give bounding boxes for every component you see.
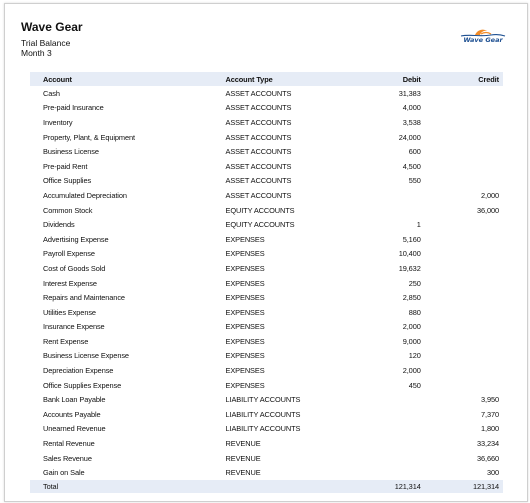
cell-debit <box>356 465 421 480</box>
cell-account-type: EXPENSES <box>225 249 265 259</box>
cell-credit: 2,000 <box>481 190 499 200</box>
cell-account-type: EXPENSES <box>225 307 265 317</box>
cell-credit: 7,370 <box>481 409 499 419</box>
table-row <box>30 349 503 364</box>
cell-credit <box>421 247 503 262</box>
col-header-credit: Credit <box>421 72 503 86</box>
table-row <box>30 465 503 480</box>
cell-account: Interest Expense <box>43 278 97 288</box>
cell-account-type: LIABILITY ACCOUNTS <box>225 424 301 434</box>
cell-credit <box>421 159 503 174</box>
table-row <box>30 363 503 378</box>
cell-account: Rental Revenue <box>43 439 95 449</box>
table-row <box>30 247 503 262</box>
cell-credit <box>421 349 503 364</box>
table-row <box>30 305 503 320</box>
table-row <box>30 276 503 291</box>
table-row <box>30 320 503 335</box>
total-credit: 121,314 <box>421 480 503 493</box>
table-row <box>30 451 503 466</box>
cell-credit <box>421 86 503 101</box>
report-title: Trial Balance <box>21 38 71 48</box>
cell-account: Payroll Expense <box>43 249 95 259</box>
cell-account: Bank Loan Payable <box>43 395 106 405</box>
table-row <box>30 436 503 451</box>
cell-account: Accounts Payable <box>43 409 101 419</box>
table-row <box>30 115 503 130</box>
cell-account: Property, Plant, & Equipment <box>43 132 135 142</box>
cell-account: Unearned Revenue <box>43 424 106 434</box>
cell-account-type: ASSET ACCOUNTS <box>225 147 292 157</box>
table-row <box>30 144 503 159</box>
cell-account: Pre-paid Rent <box>43 161 88 171</box>
cell-account-type: ASSET ACCOUNTS <box>225 117 292 127</box>
cell-debit: 450 <box>408 380 421 390</box>
report-page <box>4 3 528 502</box>
cell-credit <box>421 232 503 247</box>
cell-debit: 10,400 <box>398 249 421 259</box>
cell-credit <box>421 217 503 232</box>
cell-account-type: EXPENSES <box>225 322 265 332</box>
col-header-debit: Debit <box>356 72 421 86</box>
cell-debit: 5,160 <box>402 234 421 244</box>
cell-account: Utilities Expense <box>43 307 96 317</box>
cell-debit: 2,000 <box>402 366 421 376</box>
cell-debit: 600 <box>408 147 421 157</box>
table-header-row <box>30 72 503 86</box>
table-row <box>30 392 503 407</box>
cell-account: Accumulated Depreciation <box>43 190 127 200</box>
table-row <box>30 203 503 218</box>
cell-credit <box>421 378 503 393</box>
table-row <box>30 101 503 116</box>
wave-gear-logo <box>457 26 509 46</box>
cell-credit: 36,000 <box>476 205 499 215</box>
col-header-account: Account <box>30 72 226 86</box>
cell-account-type: LIABILITY ACCOUNTS <box>225 409 301 419</box>
cell-credit <box>421 305 503 320</box>
cell-account-type: EQUITY ACCOUNTS <box>225 205 295 215</box>
cell-credit <box>421 144 503 159</box>
cell-debit <box>356 422 421 437</box>
cell-account: Sales Revenue <box>43 453 92 463</box>
cell-account-type: EXPENSES <box>225 366 265 376</box>
cell-credit <box>421 334 503 349</box>
table-row <box>30 232 503 247</box>
cell-debit: 31,383 <box>398 88 421 98</box>
report-period: Month 3 <box>21 48 52 58</box>
col-header-account-type: Account Type <box>226 72 356 86</box>
cell-account-type: EXPENSES <box>225 293 265 303</box>
table-row <box>30 378 503 393</box>
cell-credit <box>421 290 503 305</box>
total-debit: 121,314 <box>356 480 421 493</box>
cell-account: Insurance Expense <box>43 322 105 332</box>
trial-balance-table <box>30 72 503 493</box>
cell-account-type: EXPENSES <box>225 263 265 273</box>
cell-credit <box>421 115 503 130</box>
cell-account: Cost of Goods Sold <box>43 263 106 273</box>
cell-credit: 3,950 <box>481 395 499 405</box>
cell-debit <box>356 392 421 407</box>
cell-account: Dividends <box>43 220 75 230</box>
cell-account-type: EXPENSES <box>225 234 265 244</box>
cell-debit: 1 <box>416 220 421 230</box>
cell-debit: 2,000 <box>402 322 421 332</box>
cell-account: Gain on Sale <box>43 468 85 478</box>
table-row <box>30 261 503 276</box>
cell-account: Repairs and Maintenance <box>43 293 125 303</box>
table-row <box>30 86 503 101</box>
cell-debit: 4,500 <box>402 161 421 171</box>
cell-credit: 33,234 <box>476 439 499 449</box>
table-row <box>30 159 503 174</box>
cell-account: Common Stock <box>43 205 93 215</box>
cell-account-type: EXPENSES <box>225 380 265 390</box>
cell-account-type: REVENUE <box>225 439 261 449</box>
cell-account-type: EXPENSES <box>225 336 265 346</box>
cell-debit <box>356 203 421 218</box>
cell-credit: 36,660 <box>476 453 499 463</box>
logo-text: Wave Gear <box>463 36 503 44</box>
cell-credit <box>421 101 503 116</box>
cell-debit <box>356 188 421 203</box>
report-heading <box>21 38 70 58</box>
cell-debit: 2,850 <box>402 293 421 303</box>
cell-debit <box>356 407 421 422</box>
cell-debit: 250 <box>408 278 421 288</box>
cell-account: Business License Expense <box>43 351 129 361</box>
cell-account: Rent Expense <box>43 336 89 346</box>
cell-account: Business License <box>43 147 99 157</box>
total-type-cell <box>226 480 356 493</box>
cell-debit <box>356 436 421 451</box>
cell-debit: 24,000 <box>398 132 421 142</box>
cell-credit <box>421 174 503 189</box>
cell-debit <box>356 451 421 466</box>
cell-account: Advertising Expense <box>43 234 109 244</box>
table-row <box>30 334 503 349</box>
cell-account: Office Supplies Expense <box>43 380 122 390</box>
cell-account-type: EXPENSES <box>225 278 265 288</box>
cell-account-type: LIABILITY ACCOUNTS <box>225 395 301 405</box>
cell-account-type: ASSET ACCOUNTS <box>225 161 292 171</box>
cell-credit <box>421 261 503 276</box>
table-row <box>30 422 503 437</box>
table-row <box>30 407 503 422</box>
cell-debit: 19,632 <box>398 263 421 273</box>
cell-account-type: EQUITY ACCOUNTS <box>225 220 295 230</box>
cell-debit: 880 <box>408 307 421 317</box>
total-row <box>30 480 503 493</box>
cell-credit: 300 <box>486 468 499 478</box>
cell-credit: 1,800 <box>481 424 499 434</box>
cell-account-type: ASSET ACCOUNTS <box>225 190 292 200</box>
cell-account: Office Supplies <box>43 176 92 186</box>
cell-account: Depreciation Expense <box>43 366 114 376</box>
cell-debit: 3,538 <box>402 117 421 127</box>
cell-debit: 9,000 <box>402 336 421 346</box>
cell-debit: 4,000 <box>402 103 421 113</box>
cell-credit <box>421 276 503 291</box>
total-label: Total <box>30 480 226 493</box>
table-row <box>30 130 503 145</box>
cell-credit <box>421 130 503 145</box>
cell-credit <box>421 320 503 335</box>
cell-account: Cash <box>43 88 60 98</box>
table-row <box>30 217 503 232</box>
cell-debit: 550 <box>408 176 421 186</box>
cell-account-type: ASSET ACCOUNTS <box>225 132 292 142</box>
cell-account-type: REVENUE <box>225 453 261 463</box>
table-row <box>30 188 503 203</box>
cell-debit: 120 <box>408 351 421 361</box>
cell-account-type: REVENUE <box>225 468 261 478</box>
cell-account-type: ASSET ACCOUNTS <box>225 88 292 98</box>
cell-account-type: ASSET ACCOUNTS <box>225 176 292 186</box>
company-name: Wave Gear <box>21 20 83 34</box>
cell-account: Pre-paid Insurance <box>43 103 104 113</box>
cell-account: Inventory <box>43 117 73 127</box>
cell-credit <box>421 363 503 378</box>
table-row <box>30 174 503 189</box>
cell-account-type: ASSET ACCOUNTS <box>225 103 292 113</box>
cell-account-type: EXPENSES <box>225 351 265 361</box>
table-row <box>30 290 503 305</box>
